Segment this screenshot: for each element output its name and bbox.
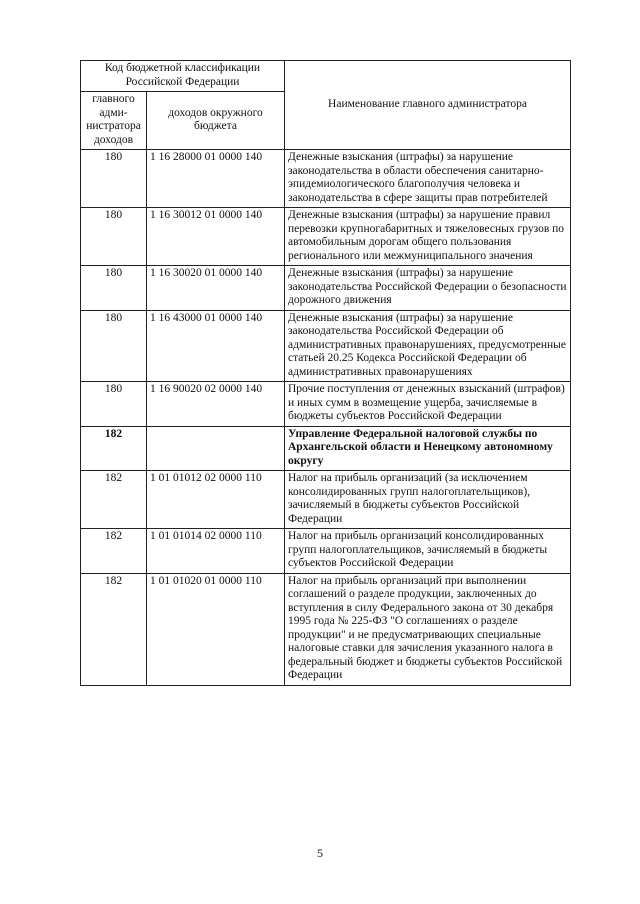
- administrator-name-cell: Налог на прибыль организаций консолидированных групп налогоплательщиков, зачисляемый в бюджеты субъектов Российской Федерации: [285, 529, 571, 574]
- header-administrator-name: Наименование главного администратора: [285, 61, 571, 150]
- administrator-name-cell: Управление Федеральной налоговой службы по Архангельской области и Ненецкому автономному округу: [285, 426, 571, 471]
- admin-code-cell: 180: [81, 382, 147, 427]
- table-row: [81, 150, 571, 208]
- revenue-code-cell: 1 16 30012 01 0000 140: [147, 208, 285, 266]
- admin-code-cell: 182: [81, 426, 147, 471]
- administrator-name-cell: Денежные взыскания (штрафы) за нарушение законодательства в области обеспечения санитарно-эпидемиологического благополучия человека и законодательства в сфере защиты прав потребителей: [285, 150, 571, 208]
- table-row: [81, 266, 571, 311]
- table-header: [81, 61, 571, 150]
- revenue-code-cell: 1 01 01020 01 0000 110: [147, 573, 285, 685]
- revenue-code-cell: 1 01 01012 02 0000 110: [147, 471, 285, 529]
- table-body: [81, 150, 571, 686]
- revenue-code-cell: 1 16 30020 01 0000 140: [147, 266, 285, 311]
- table-row: [81, 529, 571, 574]
- administrator-name-cell: Налог на прибыль организаций при выполнении соглашений о разделе продукции, заключенных до вступления в силу Федерального закона от 30 декабря 1995 года № 225-ФЗ "О соглашениях о разделе продукции" и не предусматривающих специальные налоговые ставки для зачисления указанного налога в федеральный бюджет и бюджеты субъектов Российской Федерации: [285, 573, 571, 685]
- admin-code-cell: 182: [81, 529, 147, 574]
- administrator-name-cell: Налог на прибыль организаций (за исключением консолидированных групп налогоплательщиков), зачисляемый в бюджеты субъектов Российской Федерации: [285, 471, 571, 529]
- header-main-administrator: главного адми-нистратора доходов: [81, 92, 147, 150]
- admin-code-cell: 180: [81, 150, 147, 208]
- revenue-code-cell: 1 16 90020 02 0000 140: [147, 382, 285, 427]
- administrator-name-cell: Денежные взыскания (штрафы) за нарушение законодательства Российской Федерации о безопасности дорожного движения: [285, 266, 571, 311]
- header-budget-code-group: Код бюджетной классификации Российской Федерации: [81, 61, 285, 92]
- page-number: 5: [317, 846, 323, 860]
- header-district-revenue: доходов окружного бюджета: [147, 92, 285, 150]
- table-row: [81, 573, 571, 685]
- table-row: [81, 471, 571, 529]
- header-row-group: [81, 61, 571, 92]
- table-row: [81, 310, 571, 382]
- administrator-name-cell: Денежные взыскания (штрафы) за нарушение правил перевозки крупногабаритных и тяжеловесных грузов по автомобильным дорогам общего пользования регионального или межмуниципального значения: [285, 208, 571, 266]
- revenue-code-cell: [147, 426, 285, 471]
- table-row: [81, 382, 571, 427]
- revenue-code-cell: 1 16 28000 01 0000 140: [147, 150, 285, 208]
- admin-code-cell: 180: [81, 208, 147, 266]
- administrator-name-cell: Прочие поступления от денежных взысканий (штрафов) и иных сумм в возмещение ущерба, зачисляемые в бюджеты субъектов Российской Федерации: [285, 382, 571, 427]
- admin-code-cell: 182: [81, 573, 147, 685]
- admin-code-cell: 180: [81, 310, 147, 382]
- table-row: [81, 208, 571, 266]
- revenue-code-cell: 1 16 43000 01 0000 140: [147, 310, 285, 382]
- admin-code-cell: 180: [81, 266, 147, 311]
- budget-classification-table: [80, 60, 571, 686]
- admin-code-cell: 182: [81, 471, 147, 529]
- table-row: [81, 426, 571, 471]
- administrator-name-cell: Денежные взыскания (штрафы) за нарушение законодательства Российской Федерации об административных правонарушениях, предусмотренные статьей 20.25 Кодекса Российской Федерации об административных правонарушениях: [285, 310, 571, 382]
- revenue-code-cell: 1 01 01014 02 0000 110: [147, 529, 285, 574]
